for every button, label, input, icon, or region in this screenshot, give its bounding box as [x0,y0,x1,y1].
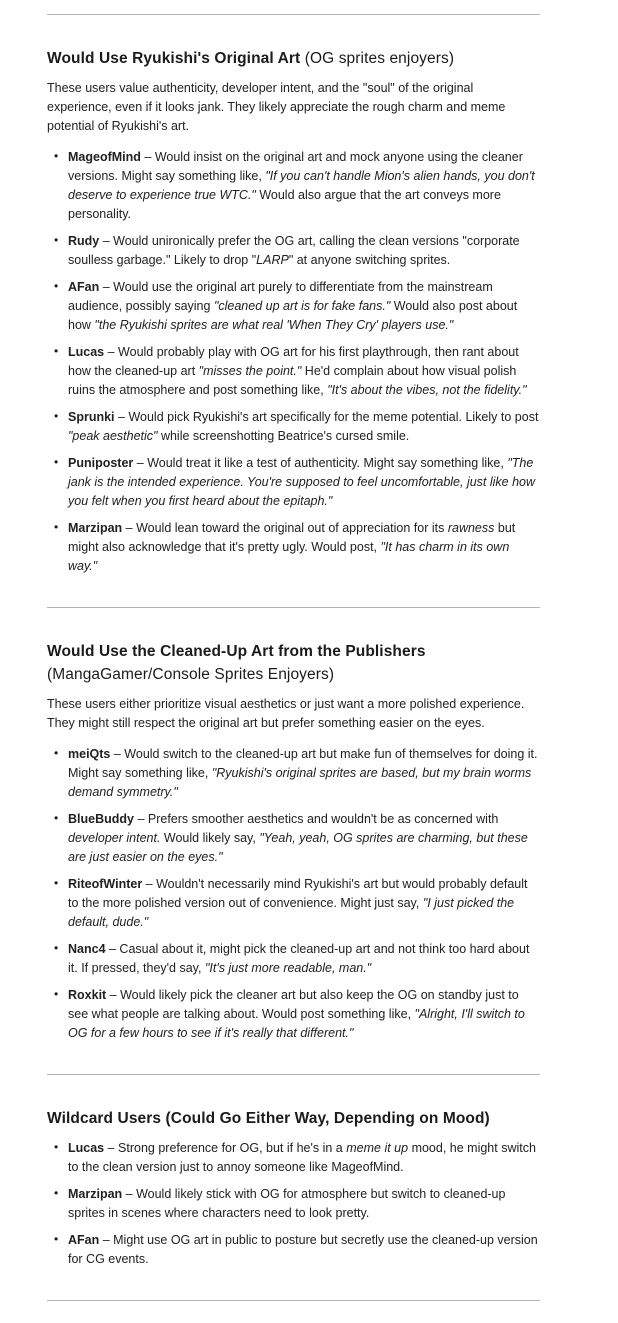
bullet-marker: • [54,149,59,163]
user-list-item [54,745,540,802]
user-list-item [54,454,540,511]
bullet-marker: • [54,941,59,955]
bullet-marker: • [54,1140,59,1154]
emphasis-text: "misses the point." [198,364,302,378]
user-list-item [54,940,540,978]
emphasis-text: "Alright, I'll switch to OG for a few hours to see if it's really that different." [68,1007,525,1040]
user-name: Lucas [68,345,105,359]
bullet-marker: • [54,1186,59,1200]
section-cleaned-up-art [47,608,540,1074]
text-run: – Would lean toward the original out of appreciation for its [122,521,448,535]
text-run: – Would likely stick with OG for atmosphere but switch to cleaned-up sprites in scenes where characters need to look pretty. [68,1187,506,1220]
user-list [47,148,540,576]
section-heading [47,1107,540,1130]
text-run: – Would probably play with OG art for his first playthrough, then rant about how the cleaned-up art [68,345,519,378]
user-name: RiteofWinter [68,877,143,891]
emphasis-text: "It's just more readable, man." [204,961,372,975]
user-list-item [54,408,540,446]
emphasis-text: meme it up [346,1141,409,1155]
text-run: but might also acknowledge that it's pretty ugly. Would post, [68,521,516,554]
user-name: Marzipan [68,1187,123,1201]
user-list-item [54,343,540,400]
user-name: Wildcard Users (Could Go Either Way, Depending on Mood) [47,1110,490,1127]
emphasis-text: "It's about the vibes, not the fidelity." [327,383,527,397]
text-run: – Strong preference for OG, but if he's in a [104,1141,347,1155]
text-run: – Would unironically prefer the OG art, calling the clean versions "corporate soulless garbage." Likely to drop " [68,234,520,267]
text-run: These users value authenticity, developer intent, and the "soul" of the original experience, even if it looks jank. They likely appreciate the rough charm and meme potential of Ryukishi's art. [47,81,506,133]
user-list-item [54,232,540,270]
user-name: Puniposter [68,456,134,470]
emphasis-text: "If you can't handle Mion's alien hands, you don't deserve to experience true WTC." [68,169,535,202]
text-run: while screenshotting Beatrice's cursed smile. [157,429,410,443]
user-name: AFan [68,280,100,294]
text-run: Would also argue that the art conveys more personality. [68,188,501,221]
user-name: AFan [68,1233,100,1247]
text-run: – Casual about it, might pick the cleaned-up art and not think too hard about it. If pressed, they'd say, [68,942,530,975]
bullet-marker: • [54,811,59,825]
bullet-marker: • [54,987,59,1001]
user-name: meiQts [68,747,111,761]
text-run: – Might use OG art in public to posture but secretly use the cleaned-up version for CG events. [68,1233,538,1266]
text-run: Would also post about how [68,299,518,332]
bullet-marker: • [54,1232,59,1246]
user-name: BlueBuddy [68,812,134,826]
emphasis-text: "The jank is the intended experience. You're supposed to feel uncomfortable, just like how you felt when you first heard about the epitaph." [68,456,536,508]
section-divider [47,1300,540,1301]
user-name: Roxkit [68,988,107,1002]
user-list-item [54,986,540,1043]
user-list-item [54,1231,540,1269]
section-intro [47,695,540,733]
emphasis-text: developer intent. [68,831,161,845]
user-name: Rudy [68,234,100,248]
user-name: Would Use Ryukishi's Original Art [47,50,301,67]
section-intro [47,79,540,136]
section-heading [47,640,540,686]
user-list-item [54,1185,540,1223]
emphasis-text: "Yeah, yeah, OG sprites are charming, but these are just easier on the eyes." [68,831,528,864]
user-list [47,745,540,1043]
bullet-marker: • [54,455,59,469]
emphasis-text: LARP [256,253,289,267]
text-run: – Would likely pick the cleaner art but also keep the OG on standby just to see what people are talking about. Would post something like, [68,988,519,1021]
text-run: – Wouldn't necessarily mind Ryukishi's art but would probably default to the more polished version out of convenience. Might just say, [68,877,528,910]
user-list-item [54,278,540,335]
section-heading [47,47,540,70]
user-list-item [54,1139,540,1177]
bullet-marker: • [54,746,59,760]
text-run: – Would use the original art purely to differentiate from the mainstream audience, possibly saying [68,280,493,313]
user-name: Marzipan [68,521,123,535]
bullet-marker: • [54,520,59,534]
text-run: (OG sprites enjoyers) [300,50,455,67]
user-list [47,1139,540,1269]
emphasis-text: "It has charm in its own way." [68,540,510,573]
emphasis-text: "peak aesthetic" [68,429,158,443]
user-list-item [54,148,540,224]
bullet-marker: • [54,409,59,423]
text-run: – Would insist on the original art and mock anyone using the cleaner versions. Might say something like, [68,150,523,183]
text-run: These users either prioritize visual aesthetics or just want a more polished experience. They might still respect the original art but prefer something easier on the eyes. [47,697,525,730]
bullet-marker: • [54,876,59,890]
bullet-marker: • [54,344,59,358]
user-name: Lucas [68,1141,105,1155]
emphasis-text: "Ryukishi's original sprites are based, but my brain worms demand symmetry." [68,766,532,799]
user-list-item [54,875,540,932]
user-list-item [54,810,540,867]
user-name: Nanc4 [68,942,106,956]
section-wildcard [47,1075,540,1300]
emphasis-text: "I just picked the default, dude." [68,896,515,929]
text-run: " at anyone switching sprites. [288,253,451,267]
emphasis-text: "the Ryukishi sprites are what real 'When They Cry' players use." [94,318,454,332]
user-name: Would Use the Cleaned-Up Art from the Publishers [47,643,426,660]
text-run: – Prefers smoother aesthetics and wouldn't be as concerned with [133,812,499,826]
text-run: mood, he might switch to the clean version just to annoy someone like MageofMind. [68,1141,536,1174]
text-run: (MangaGamer/Console Sprites Enjoyers) [47,666,335,683]
bullet-marker: • [54,233,59,247]
text-run: – Would switch to the cleaned-up art but make fun of themselves for doing it. Might say something like, [68,747,538,780]
user-name: MageofMind [68,150,141,164]
bullet-marker: • [54,279,59,293]
user-list-item [54,519,540,576]
text-run: Would likely say, [160,831,260,845]
emphasis-text: rawness [447,521,495,535]
text-run: He'd complain about how visual polish ruins the atmosphere and post something like, [68,364,517,397]
emphasis-text: "cleaned up art is for fake fans." [213,299,391,313]
user-name: Sprunki [68,410,115,424]
section-og-art [47,15,540,607]
text-run: – Would treat it like a test of authenticity. Might say something like, [133,456,508,470]
text-run: – Would pick Ryukishi's art specifically for the meme potential. Likely to post [114,410,539,424]
